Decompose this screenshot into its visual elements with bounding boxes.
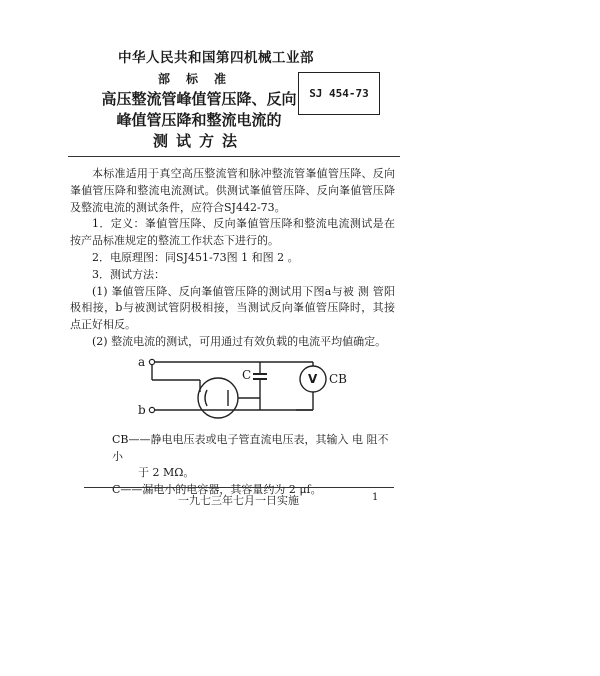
diagram-legend bbox=[112, 432, 397, 498]
title-line-2: 峰值管压降和整流电流的 bbox=[116, 111, 282, 129]
item-test-method-2: (2) 整流电流的测试，可用通过有效负载的电流平均値确定。 bbox=[92, 334, 387, 348]
tube-symbol bbox=[198, 378, 238, 418]
legend-c-line: C——漏电小的电容器，其容量约为 2 μf。 bbox=[112, 482, 322, 496]
legend-cb-line-1: CB——静电电压表或电子管直流电压表，其输入 电 阻不小 bbox=[112, 433, 389, 463]
intro-paragraph: 本标准适用于真空高压整流管和脉冲整流管峯値管压降、反向峯値管压降和整流电流测试。供测试峯値管压降、反向峯値管压降及整流电流的测试条件，应符合SJ442-73。 bbox=[70, 167, 395, 214]
issuing-ministry: 中华人民共和国第四机械工业部 bbox=[118, 50, 314, 66]
terminal-a-label: a bbox=[138, 355, 146, 369]
item-test-method-1: (1) 峯値管压降、反向峯値管压降的测试用下图a与被 测 管阳极相接，b与被测试管阴极相接，当测试反向峯値管压降时，其接 点正好相反。 bbox=[70, 284, 395, 332]
test-circuit-diagram bbox=[130, 352, 350, 424]
terminal-b-label: b bbox=[138, 403, 146, 417]
voltmeter-symbol-letter: V bbox=[308, 372, 318, 386]
tube-cathode bbox=[205, 390, 207, 406]
voltmeter-label: CB bbox=[329, 372, 347, 386]
item-schematic: 2．电原理图：同SJ451-73图 1 和图 2 。 bbox=[92, 250, 299, 264]
title-line-1: 高压整流管峰值管压降、反向 bbox=[101, 90, 297, 108]
document-body bbox=[70, 166, 395, 351]
standard-number-box bbox=[298, 72, 380, 115]
document-title bbox=[84, 89, 314, 152]
title-line-3: 测试方法 bbox=[152, 132, 245, 150]
header-rule bbox=[68, 156, 400, 157]
standard-label: 部标准 bbox=[158, 72, 243, 86]
item-definition: 1．定义：峯値管压降、反向峯値管压降和整流电流测试是在按产品标准规定的整流工作状态下进行的。 bbox=[70, 217, 395, 248]
terminal-a-node bbox=[149, 359, 154, 364]
effective-date: 一九七三年七月一日实施 bbox=[178, 494, 299, 507]
terminal-b-node bbox=[149, 407, 154, 412]
standard-number: SJ 454-73 bbox=[309, 87, 369, 100]
item-test-method: 3．测试方法： bbox=[92, 267, 165, 281]
page-number: 1 bbox=[372, 492, 379, 503]
legend-cb-line-2: 于 2 MΩ。 bbox=[138, 466, 195, 479]
capacitor-label: C bbox=[242, 368, 252, 382]
footer-rule bbox=[84, 487, 394, 488]
